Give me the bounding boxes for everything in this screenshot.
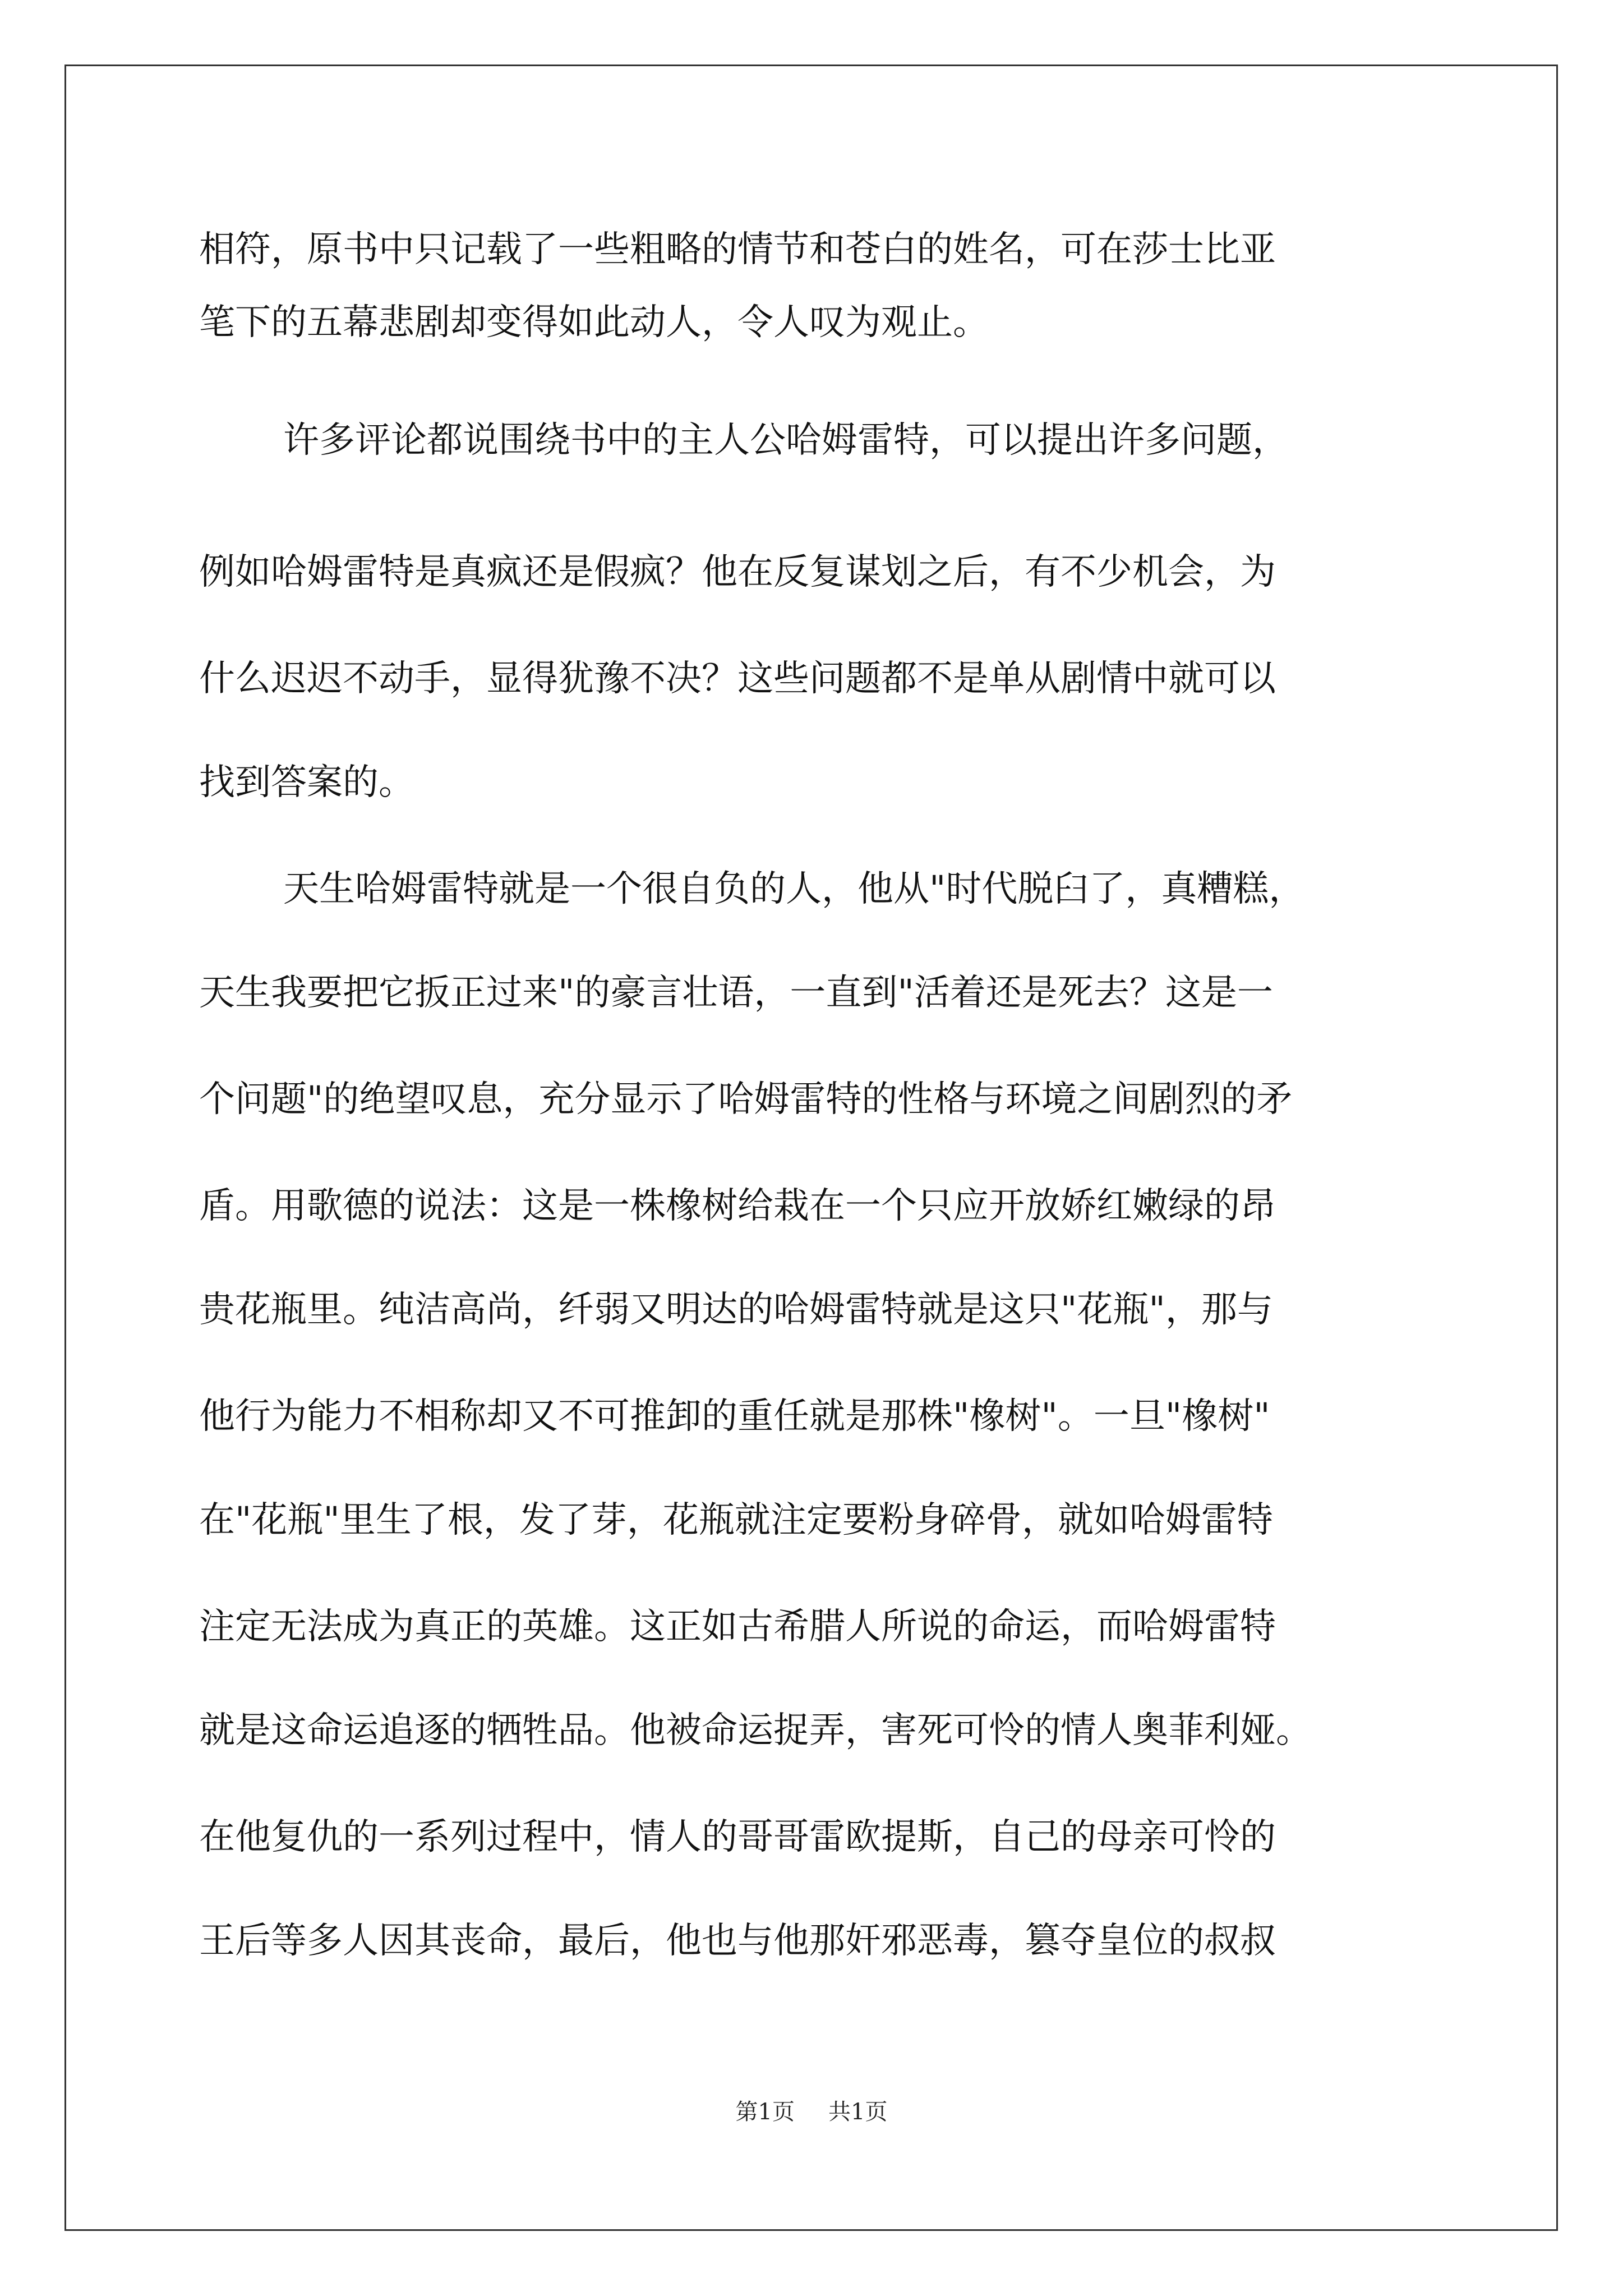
text-line: 个问题"的绝望叹息，充分显示了哈姆雷特的性格与环境之间剧烈的矛 bbox=[199, 1079, 1293, 1120]
text-line: 天生哈姆雷特就是一个很自负的人，他从"时代脱臼了，真糟糕， bbox=[283, 868, 1305, 910]
text-line: 许多评论都说围绕书中的主人公哈姆雷特，可以提出许多问题， bbox=[283, 420, 1288, 461]
text-line: 在他复仇的一系列过程中，情人的哥哥雷欧提斯，自己的母亲可怜的 bbox=[199, 1816, 1276, 1858]
page-border bbox=[64, 65, 1558, 2231]
page-total: 共1页 bbox=[828, 2099, 888, 2125]
text-line: 注定无法成为真正的英雄。这正如古希腊人所说的命运，而哈姆雷特 bbox=[199, 1606, 1276, 1648]
text-line: 天生我要把它扳正过来"的豪言壮语，一直到"活着还是死去？这是一 bbox=[199, 972, 1273, 1014]
text-line: 盾。用歌德的说法：这是一株橡树给栽在一个只应开放娇红嫩绿的昂 bbox=[199, 1185, 1276, 1227]
text-line: 什么迟迟不动手，显得犹豫不决？这些问题都不是单从剧情中就可以 bbox=[199, 658, 1276, 700]
text-line: 王后等多人因其丧命，最后，他也与他那奸邪恶毒，篡夺皇位的叔叔 bbox=[199, 1920, 1276, 1962]
text-line: 在"花瓶"里生了根，发了芽，花瓶就注定要粉身碎骨，就如哈姆雷特 bbox=[199, 1499, 1273, 1541]
text-line: 就是这命运追逐的牺牲品。他被命运捉弄，害死可怜的情人奥菲利娅。 bbox=[199, 1710, 1312, 1751]
page-footer bbox=[0, 2098, 1623, 2126]
text-line: 相符，原书中只记载了一些粗略的情节和苍白的姓名，可在莎士比亚 bbox=[199, 229, 1276, 270]
text-line: 贵花瓶里。纯洁高尚，纤弱又明达的哈姆雷特就是这只"花瓶"，那与 bbox=[199, 1289, 1273, 1331]
page-number: 第1页 bbox=[735, 2099, 795, 2125]
text-line: 例如哈姆雷特是真疯还是假疯？他在反复谋划之后，有不少机会，为 bbox=[199, 551, 1276, 593]
text-line: 找到答案的。 bbox=[199, 762, 414, 803]
text-line: 他行为能力不相称却又不可推卸的重任就是那株"橡树"。一旦"橡树" bbox=[199, 1396, 1270, 1437]
text-line: 笔下的五幕悲剧却变得如此动人，令人叹为观止。 bbox=[199, 302, 989, 343]
